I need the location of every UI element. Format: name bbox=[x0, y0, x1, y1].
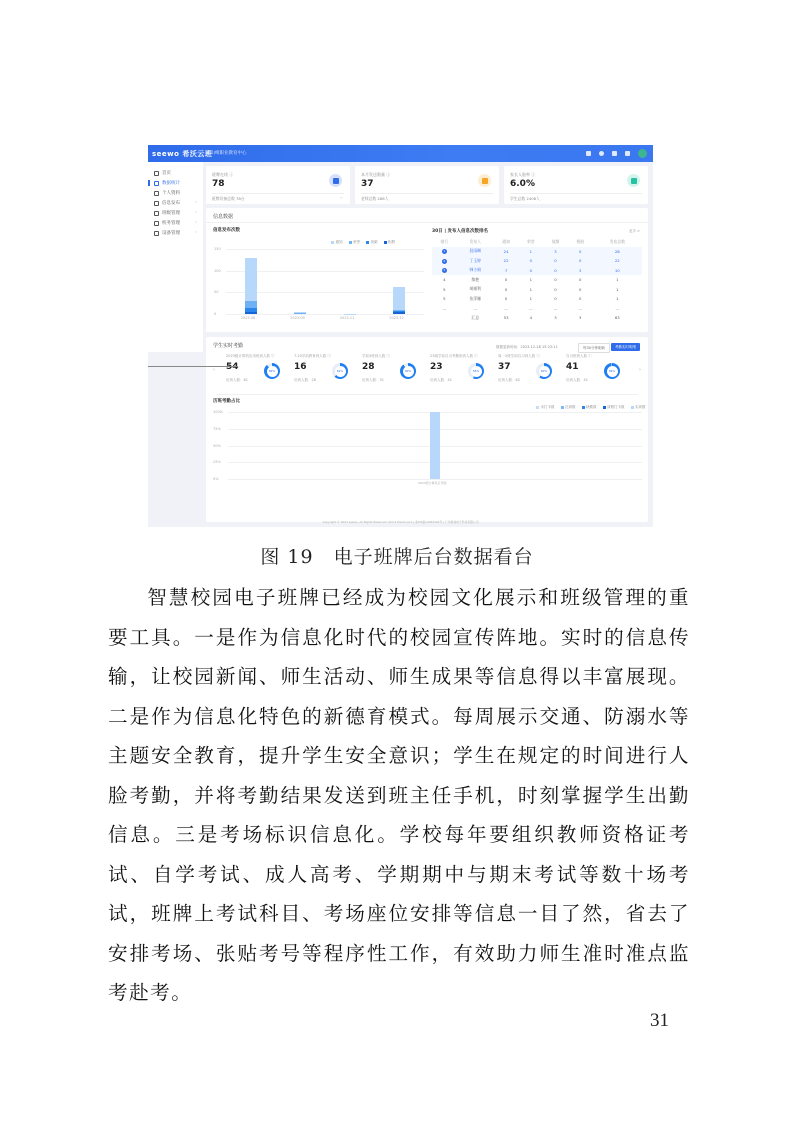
notification-icon[interactable] bbox=[586, 151, 591, 156]
chevron-down-icon: ˅ bbox=[195, 230, 197, 236]
help-icon[interactable] bbox=[599, 151, 604, 156]
attendance-label: 周一2班学前自习到人数 ⓘ bbox=[498, 354, 540, 358]
sidebar-item-6[interactable] bbox=[148, 228, 203, 238]
column-header: 相册 bbox=[576, 238, 584, 244]
attendance-card[interactable] bbox=[224, 354, 286, 392]
message-icon[interactable] bbox=[612, 151, 617, 156]
chevron-down-icon: ˅ bbox=[195, 220, 197, 226]
attendance-donut: 89% bbox=[264, 363, 280, 379]
sidebar-item-label: 首页 bbox=[162, 171, 171, 176]
column-header: 排行 bbox=[440, 238, 449, 244]
sidebar-item-label: 数据统计 bbox=[162, 181, 180, 186]
stat-icon bbox=[627, 174, 640, 187]
stat-sub: 班牌设备总数 78台 bbox=[212, 196, 245, 201]
table-row: ... ... ... ... ... ... ... bbox=[442, 305, 620, 311]
attendance-donut: 90% bbox=[400, 363, 416, 379]
stat-value: 6.0% bbox=[510, 179, 535, 189]
sidebar-item-0[interactable] bbox=[148, 168, 203, 178]
refresh-interval-button[interactable]: 每30分钟刷新 bbox=[578, 343, 610, 353]
attendance-donut: 62% bbox=[332, 363, 348, 379]
school-icon bbox=[154, 221, 159, 226]
ranking-title: 30日 | 发布人信息次数排名 bbox=[432, 229, 489, 234]
attendance-label: 2023级计算机应用班到人数 ⓘ bbox=[226, 354, 275, 358]
sidebar bbox=[148, 162, 203, 352]
stat-label: 家长人脸率 ⓘ bbox=[510, 172, 536, 177]
column-header: 发布总数 bbox=[609, 238, 625, 244]
bar-segment bbox=[393, 287, 405, 310]
attendance-donut: 60% bbox=[536, 363, 552, 379]
bar-segment bbox=[393, 311, 405, 312]
column-header: 荣誉 bbox=[527, 238, 535, 244]
more-link[interactable]: 更多 > bbox=[628, 229, 640, 233]
attendance-due: 应到人数：62 bbox=[498, 378, 520, 382]
attendance-due: 应到人数：31 bbox=[362, 378, 384, 382]
sidebar-item-3[interactable] bbox=[148, 198, 203, 208]
sidebar-item-label: 设备管理 bbox=[162, 231, 180, 236]
bar-segment bbox=[393, 312, 405, 314]
avatar[interactable] bbox=[638, 149, 647, 158]
stat-label: 班牌在线 ⓘ bbox=[212, 172, 234, 177]
sidebar-item-label: 班级管理 bbox=[162, 211, 180, 216]
section-title: 学生实时考勤 bbox=[213, 343, 244, 349]
stat-icon bbox=[329, 174, 342, 187]
sidebar-item-2[interactable] bbox=[148, 188, 203, 198]
org-name: 某山崎职业教育中心 bbox=[206, 151, 247, 156]
bar-segment bbox=[294, 313, 306, 314]
sidebar-item-label: 个人资料 bbox=[162, 191, 180, 196]
attendance-card[interactable] bbox=[564, 354, 626, 392]
page-number: 31 bbox=[650, 1010, 669, 1031]
ratio-chart-legend: 未打卡数 迟到数 缺勤数 请假打卡数 实到数 bbox=[536, 405, 646, 410]
bar-segment bbox=[245, 258, 257, 301]
stat-sub: 老师总数 286人 bbox=[361, 196, 389, 201]
chevron-right-icon[interactable]: › bbox=[340, 195, 342, 200]
table-row: 5 胡雁利 0 1 0 0 1 bbox=[443, 286, 619, 292]
column-header: 发布人 bbox=[469, 238, 481, 244]
bar-segment bbox=[245, 308, 257, 311]
class-icon bbox=[154, 211, 159, 216]
attendance-value: 54 bbox=[226, 362, 239, 372]
user-icon bbox=[154, 191, 159, 196]
attendance-label: 学前3班到人数 ⓘ bbox=[362, 354, 390, 358]
bar-segment bbox=[294, 312, 306, 313]
attendance-label: 7.20学前教育到人数 ⓘ bbox=[294, 354, 331, 358]
table-row: 4 黎艳 0 1 0 0 1 bbox=[443, 276, 619, 283]
stat-card bbox=[206, 166, 350, 204]
device-icon bbox=[154, 231, 159, 236]
attendance-value: 37 bbox=[498, 362, 511, 372]
chart-icon bbox=[154, 181, 159, 186]
sidebar-item-1[interactable] bbox=[148, 178, 203, 188]
attendance-due: 应到人数：61 bbox=[226, 378, 248, 382]
attendance-value: 23 bbox=[430, 362, 443, 372]
column-header: 视频 bbox=[551, 238, 560, 244]
attendance-due: 应到人数：41 bbox=[566, 378, 588, 382]
attendance-due: 应到人数：41 bbox=[430, 378, 452, 382]
chart-title: 信息发布次数 bbox=[213, 228, 240, 233]
export-attendance-button[interactable]: 考勤实时明细 bbox=[611, 343, 640, 351]
stat-value: 37 bbox=[361, 179, 374, 189]
brand-logo: seewo 希沃云班 bbox=[152, 150, 213, 158]
attendance-label: 23级学前自习考勤班到人数 ⓘ bbox=[430, 354, 478, 358]
chevron-down-icon: ˅ bbox=[195, 200, 197, 206]
home-icon bbox=[154, 171, 159, 176]
attendance-donut: 56% bbox=[468, 363, 484, 379]
bar-segment bbox=[393, 310, 405, 311]
grid-icon[interactable] bbox=[625, 151, 630, 156]
attendance-section: 学生实时考勤 数据更新时间：2023-12-28 15:23:11 每30分钟刷新 考勤实时明细 ‹ › 2023级计算机应用班到人数 ⓘ 54 应到人数：61 89% 7.20学前教育到人数 ⓘ 16 应到人数：26 62% 学前3班到人数 ⓘ 28 应到人数：31 90% 23级学前自习考勤班到人数 ⓘ 23 应到人数：41 56% 周一2班学前自习到人数 ⓘ 37 应到人数：62 60% 自习班到人数 ⓘ 41 应到人数：41 99% 历班考勤占比 未打卡数 迟到数 缺勤数 请假打卡数 实到数 100% 75% 50% 25% 0% 2023级计算机应用班 bbox=[206, 337, 648, 522]
stat-card bbox=[355, 166, 499, 204]
section-title: 信息数据 bbox=[213, 214, 234, 220]
top-header bbox=[148, 145, 653, 162]
sidebar-item-label: 校务管理 bbox=[162, 221, 180, 226]
next-arrow[interactable]: › bbox=[639, 367, 641, 373]
column-header: 通知 bbox=[502, 238, 510, 244]
attendance-donut: 99% bbox=[604, 363, 620, 379]
bar-segment bbox=[430, 412, 440, 479]
table-row: 3 韩小娟 7 0 0 3 10 bbox=[432, 266, 642, 276]
attendance-value: 16 bbox=[294, 362, 307, 372]
attendance-due: 应到人数：26 bbox=[294, 378, 316, 382]
body-paragraph: 智慧校园电子班牌已经成为校园文化展示和班级管理的重要工具。一是作为信息化时代的校园宣传阵地。实时的信息传输，让校园新闻、师生活动、师生成果等信息得以丰富展现。二是作为信息化特色的新德育模式。每周展示交通、防溺水等主题安全教育，提升学生安全意识；学生在规定的时间进行人脸考勤，并将考勤结果发送到班主任手机，时刻掌握学生出勤信息。三是考场标识信息化。学校每年要组织教师资格证考试、自学考试、成人高考、学期期中与期末考试等数十场考试，班牌上考试科目、考场座位安排等信息一目了然，省去了安排考场、张贴考号等程序性工作，有效助力师生准时准点监考赴考。 bbox=[108, 586, 690, 1004]
attendance-card[interactable] bbox=[360, 354, 422, 392]
attendance-card[interactable] bbox=[428, 354, 490, 392]
embedded-dashboard-screenshot bbox=[148, 145, 653, 527]
bar-segment bbox=[245, 301, 257, 308]
table-row: 5 张萍姗 0 1 0 0 1 bbox=[443, 295, 619, 302]
stat-value: 78 bbox=[212, 179, 225, 189]
stat-card bbox=[504, 166, 648, 204]
crop-line bbox=[148, 366, 238, 367]
table-row: 2 丁玉婷 22 0 0 0 22 bbox=[432, 256, 642, 266]
sidebar-item-label: 信息发布 bbox=[162, 201, 180, 206]
sidebar-item-5[interactable] bbox=[148, 218, 203, 228]
send-icon bbox=[154, 201, 159, 206]
bar-segment bbox=[245, 312, 257, 314]
table-row: 1 段雨琳 24 1 3 0 28 bbox=[432, 247, 642, 257]
ranking-table bbox=[432, 237, 642, 323]
attendance-label: 自习班到人数 ⓘ bbox=[566, 354, 592, 358]
stat-label: 本月发送数量 ⓘ bbox=[361, 172, 391, 177]
chart-legend: 通知 荣誉 视频 相册 bbox=[331, 240, 395, 245]
ratio-chart-title: 历班考勤占比 bbox=[213, 399, 240, 404]
stat-sub: 学生总数 2406人 bbox=[510, 196, 540, 201]
update-time: 数据更新时间：2023-12-28 15:23:11 bbox=[496, 345, 558, 349]
attendance-card[interactable] bbox=[292, 354, 354, 392]
table-row: 汇总 53 4 3 3 63 bbox=[471, 314, 620, 321]
info-data-section: 信息数据 信息发布次数 通知 荣誉 视频 相册 150 100 50 0 2023-08 2023-09 2023-11 2023-12 30日 | 发布人信息次数排名 更多 > 排行 发布人 通知 荣誉 视频 相册 发布总数 1 段雨琳 24 1 3 0 28 2 丁玉婷 22 0 0 0 22 3 韩小娟 7 0 0 3 10 4 黎艳 0 1 0 0 1 5 胡雁利 0 1 0 0 1 5 张萍姗 0 1 0 0 1 ... ... ... ... ... ... ... 汇总 53 4 3 3 63 bbox=[206, 208, 648, 332]
figure-caption: 图 19 电子班牌后台数据看台 bbox=[260, 546, 534, 568]
attendance-value: 28 bbox=[362, 362, 375, 372]
attendance-value: 41 bbox=[566, 362, 579, 372]
chevron-down-icon: ˅ bbox=[195, 210, 197, 216]
attendance-card[interactable] bbox=[496, 354, 558, 392]
sidebar-item-4[interactable] bbox=[148, 208, 203, 218]
footer: Copyright © 2023 seewo. All Rights Reserved. Shirui Electronics | 粤ICP备12052324号 | 广州视睿电子科技有限公司 bbox=[322, 520, 479, 524]
prev-arrow[interactable]: ‹ bbox=[213, 367, 215, 373]
stat-icon bbox=[478, 174, 491, 187]
